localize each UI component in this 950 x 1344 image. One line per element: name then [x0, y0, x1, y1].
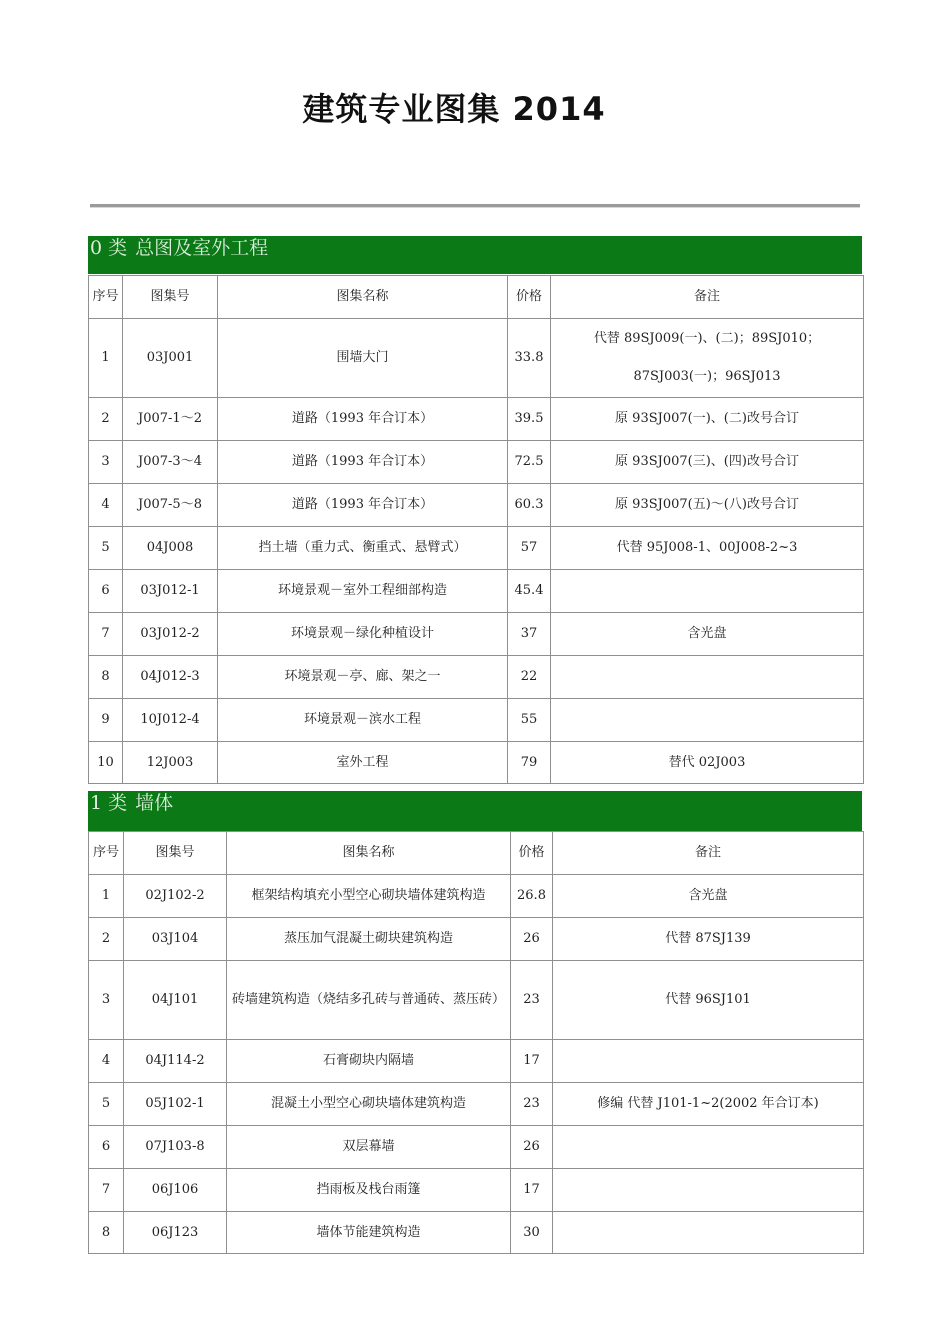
horizontal-divider [90, 204, 860, 208]
cell-name: 围墙大门 [218, 319, 508, 398]
section-header-0 [88, 236, 862, 274]
cell-price: 30 [511, 1212, 553, 1254]
table-row [89, 961, 864, 1040]
cell-seq: 4 [89, 484, 123, 527]
cell-name: 砖墙建筑构造（烧结多孔砖与普通砖、蒸压砖） [227, 961, 511, 1040]
table-row [89, 613, 864, 656]
cell-price: 26.8 [511, 875, 553, 918]
cell-price: 26 [511, 918, 553, 961]
cell-name: 框架结构填充小型空心砌块墙体建筑构造 [227, 875, 511, 918]
cell-code: 12J003 [123, 742, 218, 784]
cell-code: J007-5～8 [123, 484, 218, 527]
cell-code: 03J001 [123, 319, 218, 398]
column-header-seq: 序号 [89, 832, 124, 875]
cell-seq: 5 [89, 1083, 124, 1126]
cell-price: 60.3 [508, 484, 551, 527]
cell-name: 蒸压加气混凝土砌块建筑构造 [227, 918, 511, 961]
page-title: 建筑专业图集 2014 [302, 90, 606, 128]
cell-code: 06J106 [124, 1169, 227, 1212]
cell-code: 02J102-2 [124, 875, 227, 918]
cell-note [553, 1212, 864, 1254]
cell-note: 原 93SJ007(一)、(二)改号合订 [551, 398, 864, 441]
cell-price: 17 [511, 1040, 553, 1083]
cell-name: 环境景观－绿化种植设计 [218, 613, 508, 656]
section-name: 总图及室外工程 [135, 237, 269, 259]
cell-name: 道路（1993 年合订本） [218, 484, 508, 527]
atlas-table-1 [88, 831, 864, 1254]
cell-code: 03J012-1 [123, 570, 218, 613]
cell-name: 挡雨板及栈台雨篷 [227, 1169, 511, 1212]
cell-price: 79 [508, 742, 551, 784]
cell-note: 代替 96SJ101 [553, 961, 864, 1040]
column-header-code: 图集号 [123, 276, 218, 319]
cell-code: 03J104 [124, 918, 227, 961]
cell-code: 04J012-3 [123, 656, 218, 699]
cell-seq: 5 [89, 527, 123, 570]
cell-note: 原 93SJ007(五)～(八)改号合订 [551, 484, 864, 527]
table-row [89, 527, 864, 570]
cell-seq: 7 [89, 613, 123, 656]
table-row [89, 699, 864, 742]
cell-name: 环境景观－滨水工程 [218, 699, 508, 742]
cell-seq: 2 [89, 918, 124, 961]
table-header-row [89, 832, 864, 875]
table-row [89, 742, 864, 784]
table-row [89, 570, 864, 613]
cell-code: 07J103-8 [124, 1126, 227, 1169]
cell-note: 代替 89SJ009(一)、(二)；89SJ010；87SJ003(一)；96SJ013 [551, 319, 864, 398]
cell-name: 石膏砌块内隔墙 [227, 1040, 511, 1083]
cell-code: 06J123 [124, 1212, 227, 1254]
section-number: 0 类 [90, 237, 128, 259]
table-row [89, 319, 864, 398]
cell-name: 挡土墙（重力式、衡重式、悬臂式） [218, 527, 508, 570]
table-header-row [89, 276, 864, 319]
table-row [89, 1083, 864, 1126]
cell-note [553, 1040, 864, 1083]
column-header-note: 备注 [553, 832, 864, 875]
table-row [89, 875, 864, 918]
cell-name: 混凝土小型空心砌块墙体建筑构造 [227, 1083, 511, 1126]
cell-note [551, 656, 864, 699]
column-header-seq: 序号 [89, 276, 123, 319]
table-row [89, 1126, 864, 1169]
cell-code: 10J012-4 [123, 699, 218, 742]
cell-price: 72.5 [508, 441, 551, 484]
cell-price: 37 [508, 613, 551, 656]
cell-seq: 6 [89, 570, 123, 613]
column-header-name: 图集名称 [227, 832, 511, 875]
cell-name: 双层幕墙 [227, 1126, 511, 1169]
cell-note: 代替 87SJ139 [553, 918, 864, 961]
table-row [89, 1212, 864, 1254]
column-header-price: 价格 [508, 276, 551, 319]
cell-seq: 1 [89, 319, 123, 398]
cell-code: 03J012-2 [123, 613, 218, 656]
cell-note: 替代 02J003 [551, 742, 864, 784]
column-header-note: 备注 [551, 276, 864, 319]
table-row [89, 441, 864, 484]
cell-price: 23 [511, 961, 553, 1040]
cell-note [553, 1169, 864, 1212]
cell-code: 04J008 [123, 527, 218, 570]
cell-code: 05J102-1 [124, 1083, 227, 1126]
cell-note: 含光盘 [553, 875, 864, 918]
cell-note: 原 93SJ007(三)、(四)改号合订 [551, 441, 864, 484]
column-header-price: 价格 [511, 832, 553, 875]
cell-name: 环境景观－室外工程细部构造 [218, 570, 508, 613]
cell-seq: 4 [89, 1040, 124, 1083]
cell-price: 22 [508, 656, 551, 699]
cell-price: 26 [511, 1126, 553, 1169]
cell-code: J007-1～2 [123, 398, 218, 441]
table-row [89, 398, 864, 441]
table-row [89, 656, 864, 699]
cell-seq: 6 [89, 1126, 124, 1169]
cell-price: 55 [508, 699, 551, 742]
section-number: 1 类 [90, 792, 128, 814]
section-name: 墙体 [135, 792, 174, 814]
cell-note: 代替 95J008-1、00J008-2~3 [551, 527, 864, 570]
cell-price: 45.4 [508, 570, 551, 613]
cell-note: 含光盘 [551, 613, 864, 656]
cell-name: 道路（1993 年合订本） [218, 441, 508, 484]
cell-seq: 10 [89, 742, 123, 784]
section-header-1 [88, 791, 862, 831]
column-header-code: 图集号 [124, 832, 227, 875]
cell-seq: 3 [89, 961, 124, 1040]
table-row [89, 1040, 864, 1083]
cell-code: 04J114-2 [124, 1040, 227, 1083]
column-header-name: 图集名称 [218, 276, 508, 319]
cell-note [553, 1126, 864, 1169]
cell-name: 环境景观－亭、廊、架之一 [218, 656, 508, 699]
cell-seq: 2 [89, 398, 123, 441]
cell-seq: 7 [89, 1169, 124, 1212]
cell-seq: 9 [89, 699, 123, 742]
cell-name: 室外工程 [218, 742, 508, 784]
cell-code: J007-3～4 [123, 441, 218, 484]
table-row [89, 918, 864, 961]
cell-price: 23 [511, 1083, 553, 1126]
cell-name: 墙体节能建筑构造 [227, 1212, 511, 1254]
cell-seq: 8 [89, 1212, 124, 1254]
cell-price: 39.5 [508, 398, 551, 441]
cell-note: 修编 代替 J101-1~2(2002 年合订本) [553, 1083, 864, 1126]
cell-seq: 8 [89, 656, 123, 699]
cell-price: 33.8 [508, 319, 551, 398]
table-row [89, 1169, 864, 1212]
cell-price: 57 [508, 527, 551, 570]
atlas-table-0 [88, 275, 864, 784]
cell-seq: 1 [89, 875, 124, 918]
cell-note [551, 570, 864, 613]
cell-note [551, 699, 864, 742]
cell-seq: 3 [89, 441, 123, 484]
table-row [89, 484, 864, 527]
cell-code: 04J101 [124, 961, 227, 1040]
cell-name: 道路（1993 年合订本） [218, 398, 508, 441]
cell-price: 17 [511, 1169, 553, 1212]
